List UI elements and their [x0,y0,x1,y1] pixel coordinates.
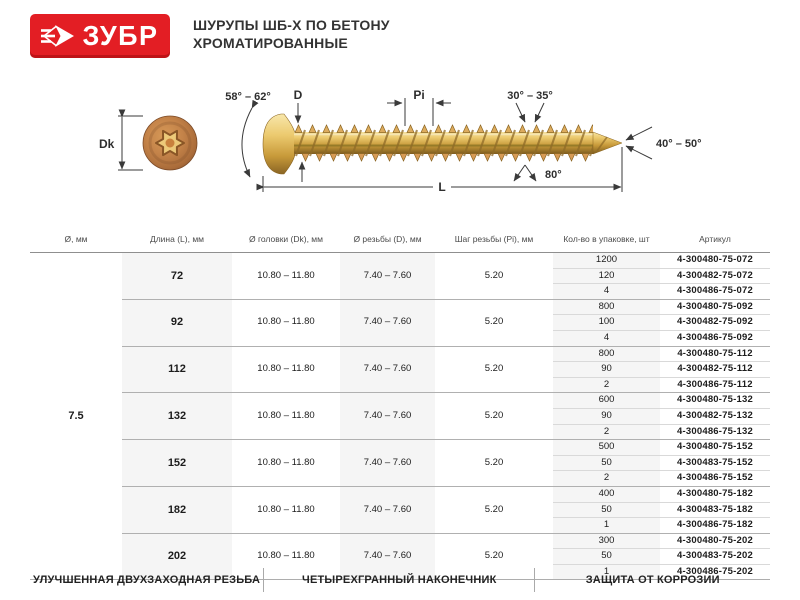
article-number: 4-300480-75-152 [660,440,770,456]
thread-diameter-value: 7.40 – 7.60 [340,533,435,580]
diameter-value: 7.5 [68,409,84,422]
length-value: 182 [122,486,232,533]
length-value: 152 [122,440,232,487]
pack-qty: 600 [553,393,660,409]
article-number: 4-300486-75-202 [660,564,770,580]
dim-label-dk: Dk [99,137,115,151]
length-value: 112 [122,346,232,393]
pitch-value: 5.20 [435,299,553,346]
pack-qty: 90 [553,408,660,424]
dim-label-tip-angle: 40° – 50° [656,138,702,150]
article-number: 4-300482-75-072 [660,268,770,284]
pack-qty: 90 [553,362,660,378]
head-diameter-value: 10.80 – 11.80 [232,486,340,533]
zubr-arrow-icon [41,22,75,50]
feature-thread: УЛУЧШЕННАЯ ДВУХЗАХОДНАЯ РЕЗЬБА [32,574,261,586]
col-header-pack-qty: Кол-во в упаковке, шт [553,228,660,253]
pack-qty: 2 [553,471,660,487]
article-number: 4-300483-75-182 [660,502,770,518]
article-number: 4-300480-75-182 [660,486,770,502]
dim-label-head-angle: 58° – 62° [225,91,271,103]
table-row [30,393,770,409]
head-diameter-value: 10.80 – 11.80 [232,346,340,393]
article-number: 4-300486-75-112 [660,377,770,393]
head-diameter-value: 10.80 – 11.80 [232,440,340,487]
dim-label-thread-angle: 30° – 35° [507,90,553,102]
pack-qty: 50 [553,549,660,565]
pitch-value: 5.20 [435,533,553,580]
col-header-article: Артикул [660,228,770,253]
title-line-1: ШУРУПЫ ШБ-Х ПО БЕТОНУ [193,17,390,33]
feature-corrosion: ЗАЩИТА ОТ КОРРОЗИИ [585,574,720,586]
article-number: 4-300480-75-202 [660,533,770,549]
page-title [193,16,390,52]
table-header-row [30,228,770,253]
thread-diameter-value: 7.40 – 7.60 [340,299,435,346]
pack-qty: 2 [553,424,660,440]
pack-qty: 800 [553,299,660,315]
table-row [30,533,770,549]
pitch-value: 5.20 [435,346,553,393]
pitch-value: 5.20 [435,440,553,487]
spec-table [30,228,770,580]
article-number: 4-300480-75-112 [660,346,770,362]
article-number: 4-300482-75-092 [660,315,770,331]
thread-diameter-value: 7.40 – 7.60 [340,253,435,300]
article-number: 4-300486-75-072 [660,284,770,300]
head-diameter-value: 10.80 – 11.80 [232,299,340,346]
article-number: 4-300482-75-112 [660,362,770,378]
zubr-logo [30,14,170,58]
pack-qty: 300 [553,533,660,549]
length-value: 202 [122,533,232,580]
pitch-value: 5.20 [435,393,553,440]
thread-diameter-value: 7.40 – 7.60 [340,440,435,487]
col-header-diameter: Ø, мм [30,228,122,253]
dim-label-l: L [438,180,446,194]
pack-qty: 4 [553,284,660,300]
pack-qty: 1 [553,518,660,534]
article-number: 4-300486-75-152 [660,471,770,487]
article-number: 4-300486-75-092 [660,330,770,346]
head-diameter-value: 10.80 – 11.80 [232,393,340,440]
article-number: 4-300486-75-132 [660,424,770,440]
pitch-value: 5.20 [484,269,504,281]
dim-label-pi: Pi [413,88,425,102]
table-row [30,299,770,315]
length-value: 72 [122,253,232,300]
col-header-thread-diameter: Ø резьбы (D), мм [340,228,435,253]
title-line-2: ХРОМАТИРОВАННЫЕ [193,35,348,51]
pack-qty: 120 [553,268,660,284]
article-number: 4-300486-75-182 [660,518,770,534]
col-header-pitch: Шаг резьбы (Pi), мм [435,228,553,253]
table-row [30,486,770,502]
article-number: 4-300482-75-132 [660,408,770,424]
pack-qty: 800 [553,346,660,362]
article-number: 4-300480-75-072 [677,254,753,265]
head-diameter-value: 10.80 – 11.80 [232,533,340,580]
pack-qty: 500 [553,440,660,456]
screw-technical-drawing [85,70,735,210]
pack-qty: 2 [553,377,660,393]
pack-qty: 1200 [553,253,660,269]
feature-tip: ЧЕТЫРЕХГРАННЫЙ НАКОНЕЧНИК [263,568,535,592]
col-header-head-diameter: Ø головки (Dk), мм [232,228,340,253]
table-row [30,346,770,362]
pack-qty: 100 [553,315,660,331]
pack-qty: 50 [553,455,660,471]
article-number: 4-300480-75-132 [660,393,770,409]
length-value: 92 [122,299,232,346]
logo-text: ЗУБР [82,20,159,51]
col-header-length: Длина (L), мм [122,228,232,253]
pack-qty: 4 [553,330,660,346]
screw-head-front-view [99,116,197,170]
article-number: 4-300480-75-092 [660,299,770,315]
pack-qty: 1 [553,564,660,580]
dim-label-d: D [293,88,303,102]
dim-label-root-angle: 80° [545,169,562,181]
thread-diameter-value: 7.40 – 7.60 [340,486,435,533]
head-diameter-value: 10.80 – 11.80 [257,269,315,281]
thread-diameter-value: 7.40 – 7.60 [340,393,435,440]
table-row [30,253,770,269]
feature-bar [30,566,770,594]
thread-diameter-value: 7.40 – 7.60 [340,346,435,393]
table-row [30,440,770,456]
article-number: 4-300483-75-202 [660,549,770,565]
pack-qty: 50 [553,502,660,518]
screw-side-view [263,114,622,174]
pitch-value: 5.20 [435,486,553,533]
length-value: 132 [122,393,232,440]
article-number: 4-300483-75-152 [660,455,770,471]
pack-qty: 400 [553,486,660,502]
